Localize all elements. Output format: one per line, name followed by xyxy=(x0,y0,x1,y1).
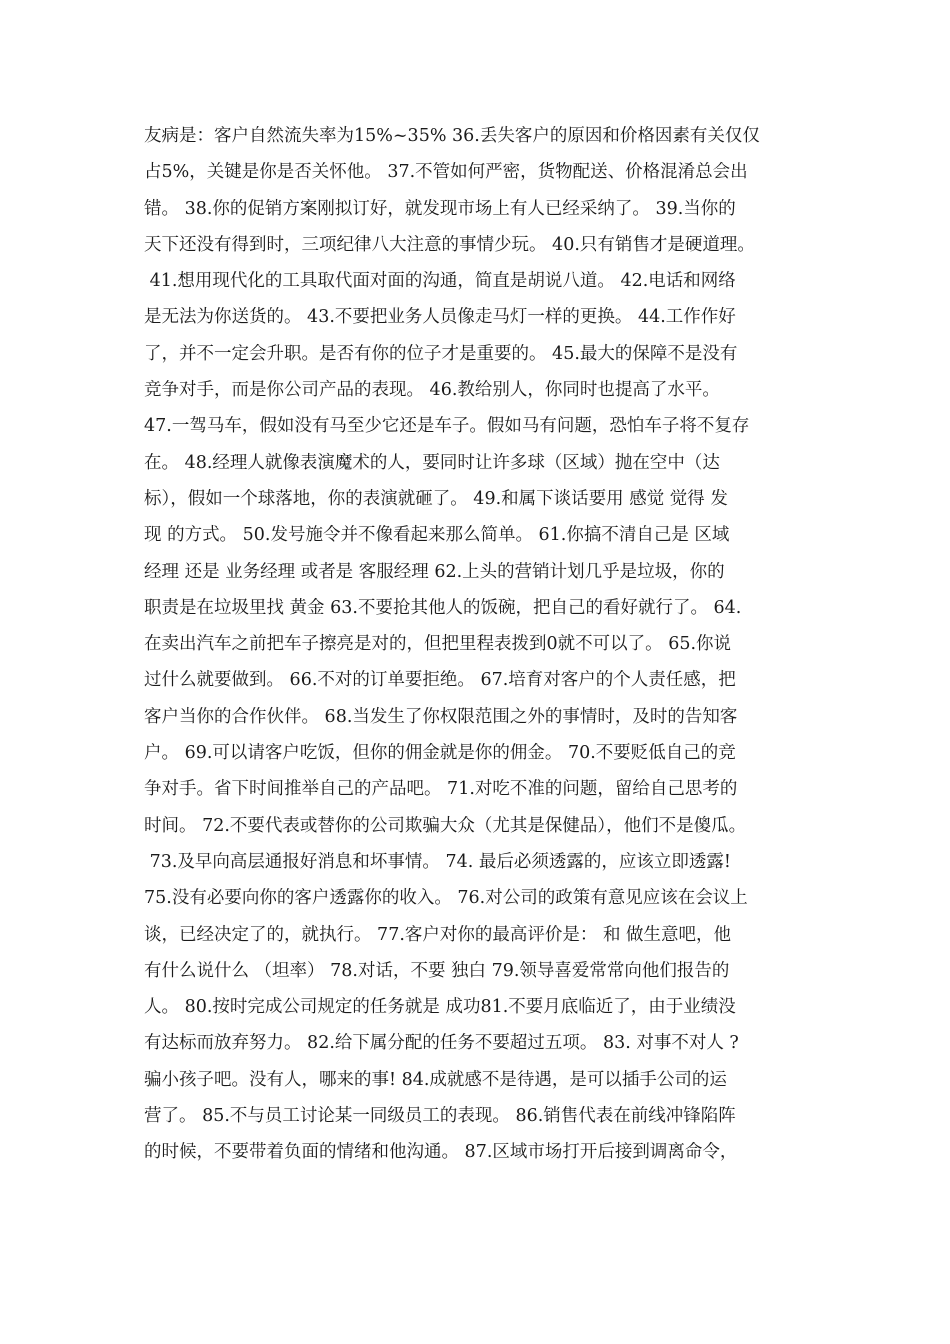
text-line: 时间。 72.不要代表或替你的公司欺骗大众（尤其是保健品），他们不是傻瓜。 xyxy=(144,815,747,836)
text-line: 客户当你的合作伙伴。 68.当发生了你权限范围之外的事情时，及时的告知客 xyxy=(144,706,738,727)
text-line: 谈，已经决定了的，就执行。 77.客户对你的最高评价是： 和 做生意吧，他 xyxy=(144,924,732,945)
text-line: 标），假如一个球落地，你的表演就砸了。 49.和属下谈话要用 感觉 觉得 发 xyxy=(144,488,728,509)
text-line: 职责是在垃圾里找 黄金 63.不要抢其他人的饭碗，把自己的看好就行了。 64. xyxy=(144,597,742,618)
text-line: 营了。 85.不与员工讨论某一同级员工的表现。 86.销售代表在前线冲锋陷阵 xyxy=(144,1106,736,1127)
text-line: 争对手。省下时间推举自己的产品吧。 71.对吃不准的问题，留给自己思考的 xyxy=(144,779,738,800)
text-line: 在卖出汽车之前把车子擦亮是对的，但把里程表拨到0就不可以了。 65.你说 xyxy=(144,634,732,655)
text-line: 户。 69.可以请客户吃饭，但你的佣金就是你的佣金。 70.不要贬低自己的竞 xyxy=(144,743,736,764)
text-line: 的时候，不要带着负面的情绪和他沟通。 87.区域市场打开后接到调离命令， xyxy=(144,1142,738,1163)
text-line: 错。 38.你的促销方案刚拟订好，就发现市场上有人已经采纳了。 39.当你的 xyxy=(144,198,736,219)
text-line: 75.没有必要向你的客户透露你的收入。 76.对公司的政策有意见应该在会议上 xyxy=(144,888,748,909)
text-line: 天下还没有得到时，三项纪律八大注意的事情少玩。 40.只有销售才是硬道理。 xyxy=(144,234,755,255)
text-line: 有什么说什么 （坦率） 78.对话，不要 独白 79.领导喜爱常常向他们报告的 xyxy=(144,960,730,981)
text-line: 现 的方式。 50.发号施令并不像看起来那么简单。 61.你搞不清自己是 区域 xyxy=(144,525,730,546)
text-line: 人。 80.按时完成公司规定的任务就是 成功81.不要月底临近了，由于业绩没 xyxy=(144,997,736,1018)
text-line: 73.及早向高层通报好消息和坏事情。 74. 最后必须透露的，应该立即透露! xyxy=(144,851,731,872)
text-line: 友病是：客户自然流失率为15%~35% 36.丢失客户的原因和价格因素有关仅仅 xyxy=(144,126,760,146)
text-line: 竞争对手，而是你公司产品的表现。 46.教给别人，你同时也提高了水平。 xyxy=(144,380,720,401)
document-body xyxy=(144,118,816,1171)
text-line: 41.想用现代化的工具取代面对面的沟通，简直是胡说八道。 42.电话和网络 xyxy=(144,271,736,292)
text-line: 了，并不一定会升职。是否有你的位子才是重要的。 45.最大的保障不是没有 xyxy=(144,343,738,364)
text-line: 占5%，关键是你是否关怀他。 37.不管如何严密，货物配送、价格混淆总会出 xyxy=(144,162,748,183)
text-line: 是无法为你送货的。 43.不要把业务人员像走马灯一样的更换。 44.工作作好 xyxy=(144,307,736,328)
text-line: 在。 48.经理人就像表演魔术的人，要同时让许多球（区域）抛在空中（达 xyxy=(144,452,720,473)
text-line: 47.一驾马车，假如没有马至少它还是车子。假如马有问题，恐怕车子将不复存 xyxy=(144,416,750,437)
text-line: 过什么就要做到。 66.不对的订单要拒绝。 67.培育对客户的个人责任感，把 xyxy=(144,670,736,691)
text-line: 骗小孩子吧。没有人，哪来的事! 84.成就感不是待遇，是可以插手公司的运 xyxy=(144,1069,727,1090)
text-line: 有达标而放弃努力。 82.给下属分配的任务不要超过五项。 83. 对事不对人 ? xyxy=(144,1033,739,1054)
text-line: 经理 还是 业务经理 或者是 客服经理 62.上头的营销计划几乎是垃圾，你的 xyxy=(144,561,725,582)
